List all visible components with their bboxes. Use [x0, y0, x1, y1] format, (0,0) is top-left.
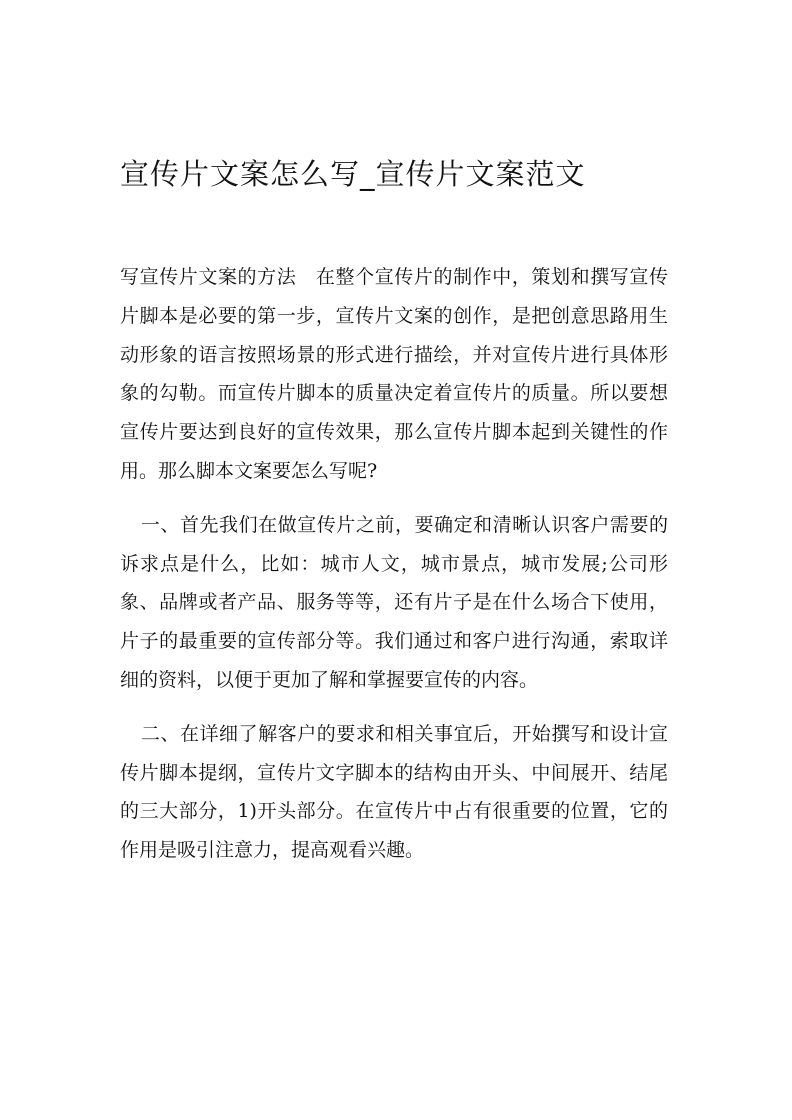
- document-body: [120, 258, 668, 870]
- paragraph-step-two: 二、在详细了解客户的要求和相关事宜后，开始撰写和设计宣传片脚本提纲，宣传片文字脚本的结构由开头、中间展开、结尾的三大部分，1)开头部分。在宣传片中占有很重要的位置，它的作用是吸引注意力，提高观看兴趣。: [120, 722, 668, 862]
- document-title: 宣传片文案怎么写_宣传片文案范文: [120, 157, 586, 191]
- paragraph-intro: 写宣传片文案的方法 在整个宣传片的制作中，策划和撰写宣传片脚本是必要的第一步，宣传片文案的创作，是把创意思路用生动形象的语言按照场景的形式进行描绘，并对宣传片进行具体形象的勾勒。而宣传片脚本的质量决定着宣传片的质量。所以要想宣传片要达到良好的宣传效果，那么宣传片脚本起到关键性的作用。那么脚本文案要怎么写呢?: [120, 266, 668, 482]
- paragraph-step-one: 一、首先我们在做宣传片之前，要确定和清晰认识客户需要的诉求点是什么，比如：城市人文，城市景点，城市发展;公司形象、品牌或者产品、服务等等，还有片子是在什么场合下使用，片子的最重要的宣传部分等。我们通过和客户进行沟通，索取详细的资料，以便于更加了解和掌握要宣传的内容。: [120, 513, 668, 691]
